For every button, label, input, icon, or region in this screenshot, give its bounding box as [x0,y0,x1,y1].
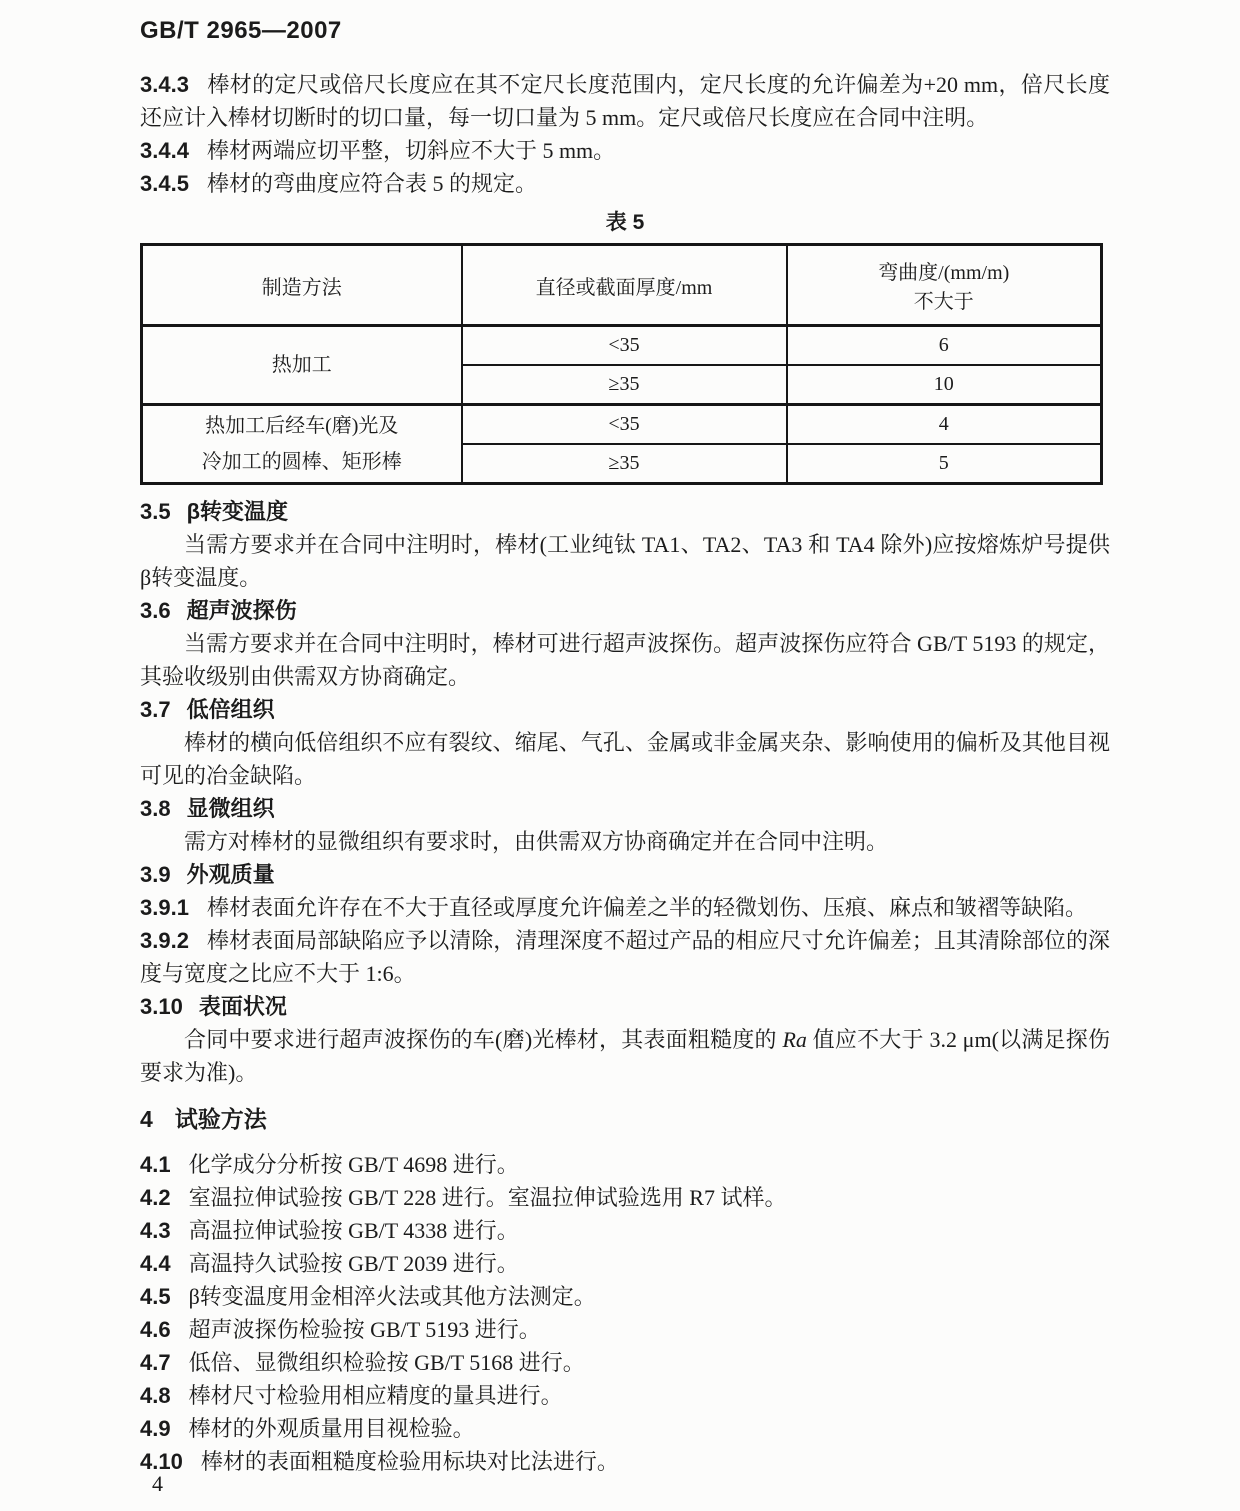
section-number: 3.10 [140,994,183,1019]
bend-cell: 10 [787,365,1102,405]
clause-4-6 [140,1313,1110,1346]
clause-text: 棒材尺寸检验用相应精度的量具进行。 [188,1383,563,1408]
clause-number: 4.1 [140,1152,171,1177]
heading-3-9 [140,858,1110,891]
clause-number: 3.9.2 [140,928,189,953]
clause-4-3 [140,1214,1110,1247]
table-5-col-method: 制造方法 [142,245,462,326]
page-number: 4 [152,1471,163,1496]
section-number: 3.8 [140,796,171,821]
clause-number: 4.9 [140,1416,171,1441]
clause-4-7 [140,1346,1110,1379]
method-cell-hot-working [142,326,462,405]
clause-number: 4.7 [140,1350,171,1375]
size-cell: <35 [462,405,787,445]
clause-number: 3.4.5 [140,171,189,196]
clause-text: 化学成分分析按 GB/T 4698 进行。 [188,1152,519,1177]
clause-3-4-4 [140,134,1110,167]
size-cell: <35 [462,326,787,366]
clause-text: 棒材表面局部缺陷应予以清除，清理深度不超过产品的相应尺寸允许偏差；且其清除部位的深度与宽度之比应不大于 1:6。 [140,928,1110,986]
section-number: 3.9 [140,862,171,887]
clause-number: 4.5 [140,1284,171,1309]
para-3-7: 棒材的横向低倍组织不应有裂纹、缩尾、气孔、金属或非金属夹杂、影响使用的偏析及其他目视可见的冶金缺陷。 [140,730,1110,788]
para-3-5: 当需方要求并在合同中注明时，棒材(工业纯钛 TA1、TA2、TA3 和 TA4 除外)应按熔炼炉号提供 β转变温度。 [140,532,1110,590]
method-line: 冷加工的圆棒、矩形棒 [201,451,402,473]
table-5-col-bend-line2: 不大于 [913,291,974,313]
size-cell: ≥35 [462,365,787,405]
table-row [142,405,1102,445]
clause-4-4 [140,1247,1110,1280]
clause-text: β转变温度用金相淬火法或其他方法测定。 [188,1284,596,1309]
clause-text: 高温持久试验按 GB/T 2039 进行。 [188,1251,519,1276]
clause-3-4-3 [140,68,1110,134]
clause-text: 棒材的表面粗糙度检验用标块对比法进行。 [200,1449,619,1474]
clause-number: 3.9.1 [140,895,189,920]
clause-3-4-5 [140,167,1110,200]
ra-symbol: Ra [782,1027,807,1052]
section-title: 外观质量 [186,862,275,887]
clause-text: 低倍、显微组织检验按 GB/T 5168 进行。 [188,1350,585,1375]
table-5-col-size: 直径或截面厚度/mm [462,245,787,326]
table-5-col-bend-line1: 弯曲度/(mm/m) [878,262,1010,284]
section-number: 3.6 [140,598,171,623]
para-3-10 [140,1023,1110,1089]
clause-text: 高温拉伸试验按 GB/T 4338 进行。 [188,1218,519,1243]
para-text: 合同中要求进行超声波探伤的车(磨)光棒材，其表面粗糙度的 [184,1027,783,1052]
table-5-header-row [142,245,1102,326]
heading-3-7 [140,693,1110,726]
clause-text: 棒材表面允许存在不大于直径或厚度允许偏差之半的轻微划伤、压痕、麻点和皱褶等缺陷。 [206,895,1087,920]
clause-text: 超声波探伤检验按 GB/T 5193 进行。 [188,1317,541,1342]
method-line: 热加工 [271,354,332,376]
heading-3-5 [140,495,1110,528]
para-3-8: 需方对棒材的显微组织有要求时，由供需双方协商确定并在合同中注明。 [184,829,889,854]
section-title: β转变温度 [186,499,289,524]
clause-text: 棒材的弯曲度应符合表 5 的规定。 [206,171,537,196]
clause-number: 3.4.3 [140,72,189,97]
section-number: 3.7 [140,697,171,722]
section-title: 表面状况 [198,994,287,1019]
bend-cell: 4 [787,405,1102,445]
bend-cell: 6 [787,326,1102,366]
bend-cell: 5 [787,444,1102,484]
clause-number: 4.2 [140,1185,171,1210]
clause-4-9 [140,1412,1110,1445]
heading-3-10 [140,990,1110,1023]
section-title: 试验方法 [174,1106,267,1132]
clause-3-9-2 [140,924,1110,990]
clause-number: 3.4.4 [140,138,189,163]
clause-4-8 [140,1379,1110,1412]
para-3-6: 当需方要求并在合同中注明时，棒材可进行超声波探伤。超声波探伤应符合 GB/T 5193 的规定，其验收级别由供需双方协商确定。 [140,631,1110,689]
section-title: 超声波探伤 [186,598,297,623]
clause-number: 4.10 [140,1449,183,1474]
clause-text: 棒材两端应切平整，切斜应不大于 5 mm。 [206,138,616,163]
clause-text: 棒材的外观质量用目视检验。 [188,1416,475,1441]
clause-text: 室温拉伸试验按 GB/T 228 进行。室温拉伸试验选用 R7 试样。 [188,1185,787,1210]
clause-4-2 [140,1181,1110,1214]
clause-text: 棒材的定尺或倍尺长度应在其不定尺长度范围内，定尺长度的允许偏差为+20 mm，倍尺长度还应计入棒材切断时的切口量，每一切口量为 5 mm。定尺或倍尺长度应在合同中注明。 [140,72,1110,130]
table-row [142,326,1102,366]
clause-4-1 [140,1148,1110,1181]
method-line: 热加工后经车(磨)光及 [205,415,399,437]
section-title: 低倍组织 [186,697,275,722]
clause-number: 4.6 [140,1317,171,1342]
clause-4-10 [140,1445,1110,1478]
section-title: 显微组织 [186,796,275,821]
heading-chapter-4 [140,1103,1110,1136]
para-text: 值应不大于 3.2 μm(以满足探伤要求为准)。 [140,1027,1111,1085]
size-cell: ≥35 [462,444,787,484]
clause-number: 4.4 [140,1251,171,1276]
clause-3-9-1 [140,891,1110,924]
clause-number: 4.8 [140,1383,171,1408]
method-cell-machined-bars [142,405,462,484]
heading-3-8 [140,792,1110,825]
heading-3-6 [140,594,1110,627]
section-number: 3.5 [140,499,171,524]
table-5-title: 表 5 [605,211,645,234]
standard-number: GB/T 2965—2007 [140,17,342,44]
section-number: 4 [140,1106,153,1132]
table-5-col-bend [787,245,1102,326]
clause-number: 4.3 [140,1218,171,1243]
table-5 [140,243,1103,485]
clause-4-5 [140,1280,1110,1313]
